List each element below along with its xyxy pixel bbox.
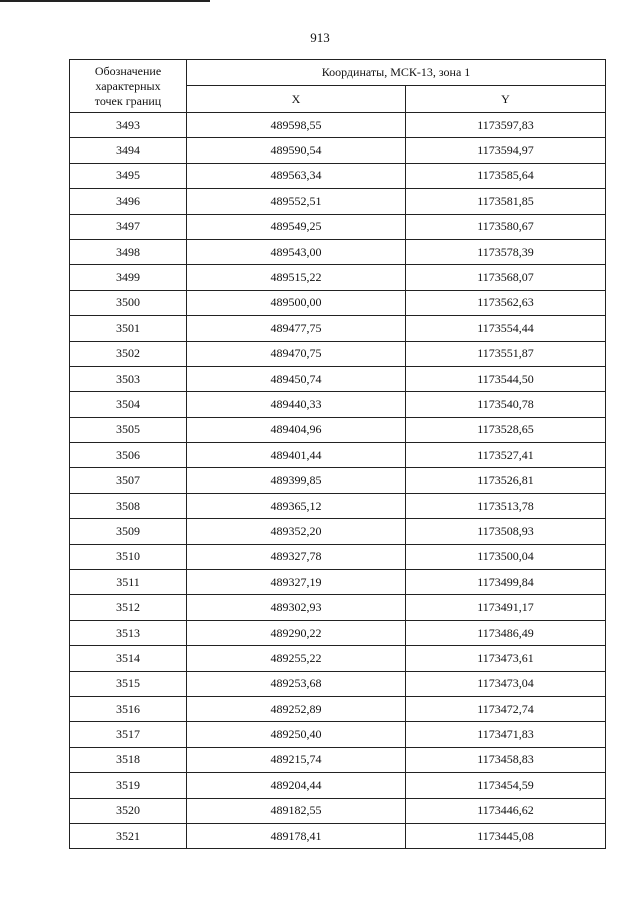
- header-point-line1: Обозначение: [94, 63, 162, 78]
- cell-y: 1173473,61: [406, 646, 606, 671]
- cell-x: 489255,22: [187, 646, 406, 671]
- cell-y: 1173568,07: [406, 265, 606, 290]
- cell-y: 1173491,17: [406, 595, 606, 620]
- cell-y: 1173554,44: [406, 316, 606, 341]
- table-row: [70, 544, 606, 569]
- cell-x: 489598,55: [187, 113, 406, 138]
- cell-point: 3512: [70, 595, 187, 620]
- cell-x: 489549,25: [187, 214, 406, 239]
- cell-point: 3514: [70, 646, 187, 671]
- table-row: [70, 163, 606, 188]
- cell-x: 489440,33: [187, 392, 406, 417]
- cell-point: 3502: [70, 341, 187, 366]
- cell-x: 489365,12: [187, 493, 406, 518]
- cell-point: 3507: [70, 468, 187, 493]
- cell-x: 489302,93: [187, 595, 406, 620]
- table-row: [70, 493, 606, 518]
- header-point-line2: характерных: [95, 78, 161, 93]
- cell-point: 3510: [70, 544, 187, 569]
- scan-edge-line: [0, 0, 210, 2]
- cell-y: 1173499,84: [406, 570, 606, 595]
- table-row: [70, 138, 606, 163]
- cell-point: 3511: [70, 570, 187, 595]
- cell-point: 3496: [70, 189, 187, 214]
- table-row: [70, 595, 606, 620]
- cell-x: 489590,54: [187, 138, 406, 163]
- cell-x: 489552,51: [187, 189, 406, 214]
- cell-y: 1173597,83: [406, 113, 606, 138]
- table-row: [70, 570, 606, 595]
- cell-x: 489500,00: [187, 290, 406, 315]
- cell-y: 1173528,65: [406, 417, 606, 442]
- cell-y: 1173581,85: [406, 189, 606, 214]
- coordinates-table: [69, 59, 606, 849]
- cell-x: 489515,22: [187, 265, 406, 290]
- table-row: [70, 620, 606, 645]
- cell-y: 1173562,63: [406, 290, 606, 315]
- cell-point: 3509: [70, 519, 187, 544]
- header-point-designation: [70, 60, 187, 113]
- cell-x: 489563,34: [187, 163, 406, 188]
- table-row: [70, 341, 606, 366]
- table-row: [70, 798, 606, 823]
- cell-point: 3493: [70, 113, 187, 138]
- cell-point: 3508: [70, 493, 187, 518]
- table-row: [70, 417, 606, 442]
- cell-point: 3495: [70, 163, 187, 188]
- cell-x: 489477,75: [187, 316, 406, 341]
- table-row: [70, 722, 606, 747]
- cell-point: 3494: [70, 138, 187, 163]
- cell-x: 489178,41: [187, 823, 406, 848]
- cell-y: 1173527,41: [406, 443, 606, 468]
- cell-x: 489401,44: [187, 443, 406, 468]
- cell-x: 489399,85: [187, 468, 406, 493]
- cell-point: 3517: [70, 722, 187, 747]
- table-row: [70, 290, 606, 315]
- table-row: [70, 671, 606, 696]
- cell-y: 1173540,78: [406, 392, 606, 417]
- cell-point: 3498: [70, 239, 187, 264]
- table-row: [70, 696, 606, 721]
- cell-y: 1173544,50: [406, 366, 606, 391]
- cell-point: 3500: [70, 290, 187, 315]
- table-row: [70, 316, 606, 341]
- cell-y: 1173472,74: [406, 696, 606, 721]
- header-y: Y: [406, 86, 606, 113]
- cell-y: 1173454,59: [406, 773, 606, 798]
- page-number: 913: [310, 30, 330, 45]
- cell-point: 3521: [70, 823, 187, 848]
- cell-y: 1173508,93: [406, 519, 606, 544]
- cell-x: 489215,74: [187, 747, 406, 772]
- table-row: [70, 239, 606, 264]
- table-header: [70, 60, 606, 113]
- cell-point: 3515: [70, 671, 187, 696]
- cell-y: 1173526,81: [406, 468, 606, 493]
- cell-point: 3497: [70, 214, 187, 239]
- cell-point: 3499: [70, 265, 187, 290]
- cell-x: 489252,89: [187, 696, 406, 721]
- table-row: [70, 265, 606, 290]
- cell-point: 3506: [70, 443, 187, 468]
- table-row: [70, 468, 606, 493]
- cell-x: 489250,40: [187, 722, 406, 747]
- cell-y: 1173513,78: [406, 493, 606, 518]
- cell-point: 3516: [70, 696, 187, 721]
- cell-y: 1173458,83: [406, 747, 606, 772]
- cell-y: 1173471,83: [406, 722, 606, 747]
- cell-x: 489327,78: [187, 544, 406, 569]
- table-row: [70, 519, 606, 544]
- cell-x: 489352,20: [187, 519, 406, 544]
- header-point-line3: точек границ: [94, 93, 162, 108]
- cell-point: 3519: [70, 773, 187, 798]
- cell-point: 3518: [70, 747, 187, 772]
- table-row: [70, 773, 606, 798]
- cell-y: 1173446,62: [406, 798, 606, 823]
- cell-x: 489470,75: [187, 341, 406, 366]
- table-row: [70, 443, 606, 468]
- table-row: [70, 113, 606, 138]
- cell-point: 3520: [70, 798, 187, 823]
- table-row: [70, 366, 606, 391]
- cell-y: 1173500,04: [406, 544, 606, 569]
- cell-x: 489450,74: [187, 366, 406, 391]
- cell-y: 1173551,87: [406, 341, 606, 366]
- cell-x: 489404,96: [187, 417, 406, 442]
- cell-y: 1173486,49: [406, 620, 606, 645]
- table-row: [70, 646, 606, 671]
- cell-y: 1173594,97: [406, 138, 606, 163]
- cell-x: 489204,44: [187, 773, 406, 798]
- cell-x: 489182,55: [187, 798, 406, 823]
- cell-y: 1173585,64: [406, 163, 606, 188]
- header-coordinates-group: Координаты, МСК-13, зона 1: [187, 60, 606, 86]
- cell-y: 1173473,04: [406, 671, 606, 696]
- cell-x: 489290,22: [187, 620, 406, 645]
- cell-point: 3504: [70, 392, 187, 417]
- table-row: [70, 823, 606, 848]
- header-x: X: [187, 86, 406, 113]
- cell-y: 1173578,39: [406, 239, 606, 264]
- cell-point: 3501: [70, 316, 187, 341]
- cell-y: 1173445,08: [406, 823, 606, 848]
- table-body: [70, 113, 606, 849]
- cell-point: 3503: [70, 366, 187, 391]
- table-row: [70, 392, 606, 417]
- table-row: [70, 747, 606, 772]
- cell-point: 3513: [70, 620, 187, 645]
- table-row: [70, 214, 606, 239]
- cell-x: 489253,68: [187, 671, 406, 696]
- cell-y: 1173580,67: [406, 214, 606, 239]
- cell-x: 489327,19: [187, 570, 406, 595]
- cell-x: 489543,00: [187, 239, 406, 264]
- cell-point: 3505: [70, 417, 187, 442]
- table-row: [70, 189, 606, 214]
